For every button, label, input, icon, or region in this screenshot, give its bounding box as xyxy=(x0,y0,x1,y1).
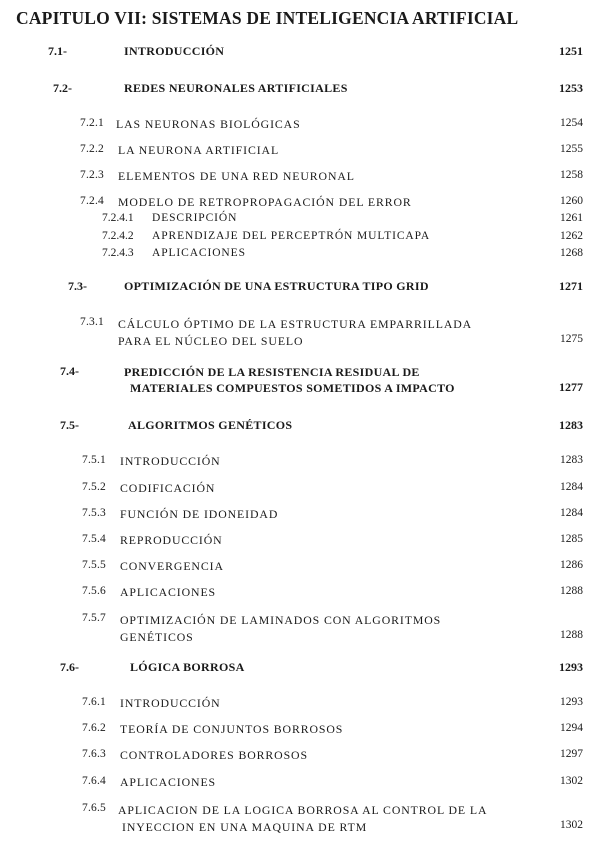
section-number: 7.5.7 xyxy=(82,612,106,624)
page-number: 1254 xyxy=(560,117,583,129)
section-title: OPTIMIZACIÓN DE UNA ESTRUCTURA TIPO GRID xyxy=(124,279,429,293)
section-number: 7.2.1 xyxy=(80,117,104,129)
page-number: 1302 xyxy=(560,819,583,831)
section-number: 7.6.3 xyxy=(82,748,106,760)
section-title: APLICACIONES xyxy=(120,775,217,789)
page-number: 1294 xyxy=(560,722,583,734)
section-number: 7.5.2 xyxy=(82,481,106,493)
section-number: 7.3- xyxy=(68,279,87,293)
section-number: 7.2.3 xyxy=(80,169,104,181)
section-title: APLICACIONES xyxy=(120,585,217,599)
section-title-line-1: APLICACION DE LA LOGICA BORROSA AL CONTROL DE LA xyxy=(118,803,488,817)
section-title: ALGORITMOS GENÉTICOS xyxy=(128,418,293,432)
page-number: 1262 xyxy=(560,230,583,242)
section-title: REDES NEURONALES ARTIFICIALES xyxy=(124,81,348,95)
page-number: 1260 xyxy=(560,195,583,207)
page-number: 1288 xyxy=(560,585,583,597)
page-number: 1293 xyxy=(559,660,583,674)
section-number: 7.6.5 xyxy=(82,802,106,814)
section-title: TEORÍA DE CONJUNTOS BORROSOS xyxy=(120,722,344,736)
section-title-line-2: INYECCION EN UNA MAQUINA DE RTM xyxy=(122,820,368,834)
section-title: MODELO DE RETROPROPAGACIÓN DEL ERROR xyxy=(118,195,412,209)
page-number: 1284 xyxy=(560,507,583,519)
page-number: 1277 xyxy=(559,380,583,394)
section-number: 7.2.4.2 xyxy=(102,230,134,242)
page-number: 1258 xyxy=(560,169,583,181)
section-title: CONTROLADORES BORROSOS xyxy=(120,748,308,762)
section-title-line-2: MATERIALES COMPUESTOS SOMETIDOS A IMPACTO xyxy=(130,381,455,395)
page-number: 1293 xyxy=(560,696,583,708)
section-title: CONVERGENCIA xyxy=(120,559,224,573)
section-title: APRENDIZAJE DEL PERCEPTRÓN MULTICAPA xyxy=(152,230,431,242)
page-number: 1268 xyxy=(560,247,583,259)
section-number: 7.6.4 xyxy=(82,775,106,787)
page-number: 1297 xyxy=(560,748,583,760)
section-number: 7.6.2 xyxy=(82,722,106,734)
section-number: 7.2.4.3 xyxy=(102,247,134,259)
section-title: FUNCIÓN DE IDONEIDAD xyxy=(120,507,279,521)
section-title-line-2: GENÉTICOS xyxy=(120,630,194,644)
section-title: INTRODUCCIÓN xyxy=(120,454,221,468)
section-number: 7.5.1 xyxy=(82,454,106,466)
page-number: 1255 xyxy=(560,143,583,155)
section-title: LÓGICA BORROSA xyxy=(130,660,245,674)
page-number: 1283 xyxy=(559,418,583,432)
section-title xyxy=(120,612,441,646)
section-number: 7.6.1 xyxy=(82,696,106,708)
section-number: 7.5.6 xyxy=(82,585,106,597)
page-number: 1275 xyxy=(560,333,583,345)
section-number: 7.2- xyxy=(53,81,72,95)
page-number: 1285 xyxy=(560,533,583,545)
section-title-line-1: OPTIMIZACIÓN DE LAMINADOS CON ALGORITMOS xyxy=(120,613,442,627)
section-title xyxy=(118,316,472,350)
section-number: 7.5.3 xyxy=(82,507,106,519)
section-title: INTRODUCCIÓN xyxy=(120,696,221,710)
section-number: 7.3.1 xyxy=(80,316,104,328)
section-title-line-1: CÁLCULO ÓPTIMO DE LA ESTRUCTURA EMPARRILLADA xyxy=(118,317,473,331)
section-title: DESCRIPCIÓN xyxy=(152,212,238,224)
page-number: 1271 xyxy=(559,279,583,293)
section-number: 7.2.4.1 xyxy=(102,212,134,224)
page-number: 1251 xyxy=(559,44,583,58)
page-number: 1253 xyxy=(559,81,583,95)
section-title: APLICACIONES xyxy=(152,247,246,259)
section-title: ELEMENTOS DE UNA RED NEURONAL xyxy=(118,169,355,183)
section-title: CODIFICACIÓN xyxy=(120,481,216,495)
section-title xyxy=(124,364,455,396)
section-title: LAS NEURONAS BIOLÓGICAS xyxy=(116,117,301,131)
section-number: 7.4- xyxy=(60,364,79,378)
section-title-line-2: PARA EL NÚCLEO DEL SUELO xyxy=(118,334,304,348)
section-number: 7.2.2 xyxy=(80,143,104,155)
page-number: 1286 xyxy=(560,559,583,571)
section-number: 7.6- xyxy=(60,660,79,674)
page-number: 1261 xyxy=(560,212,583,224)
section-number: 7.5- xyxy=(60,418,79,432)
section-title-line-1: PREDICCIÓN DE LA RESISTENCIA RESIDUAL DE xyxy=(124,365,420,379)
chapter-title: CAPITULO VII: SISTEMAS DE INTELIGENCIA ARTIFICIAL xyxy=(16,8,519,28)
page-number: 1302 xyxy=(560,775,583,787)
section-number: 7.2.4 xyxy=(80,195,104,207)
section-title xyxy=(118,802,487,836)
page-number: 1284 xyxy=(560,481,583,493)
section-title: REPRODUCCIÓN xyxy=(120,533,223,547)
section-title: INTRODUCCIÓN xyxy=(124,44,225,58)
page-number: 1283 xyxy=(560,454,583,466)
page-number: 1288 xyxy=(560,629,583,641)
section-title: LA NEURONA ARTIFICIAL xyxy=(118,143,280,157)
section-number: 7.1- xyxy=(48,44,67,58)
section-number: 7.5.4 xyxy=(82,533,106,545)
section-number: 7.5.5 xyxy=(82,559,106,571)
